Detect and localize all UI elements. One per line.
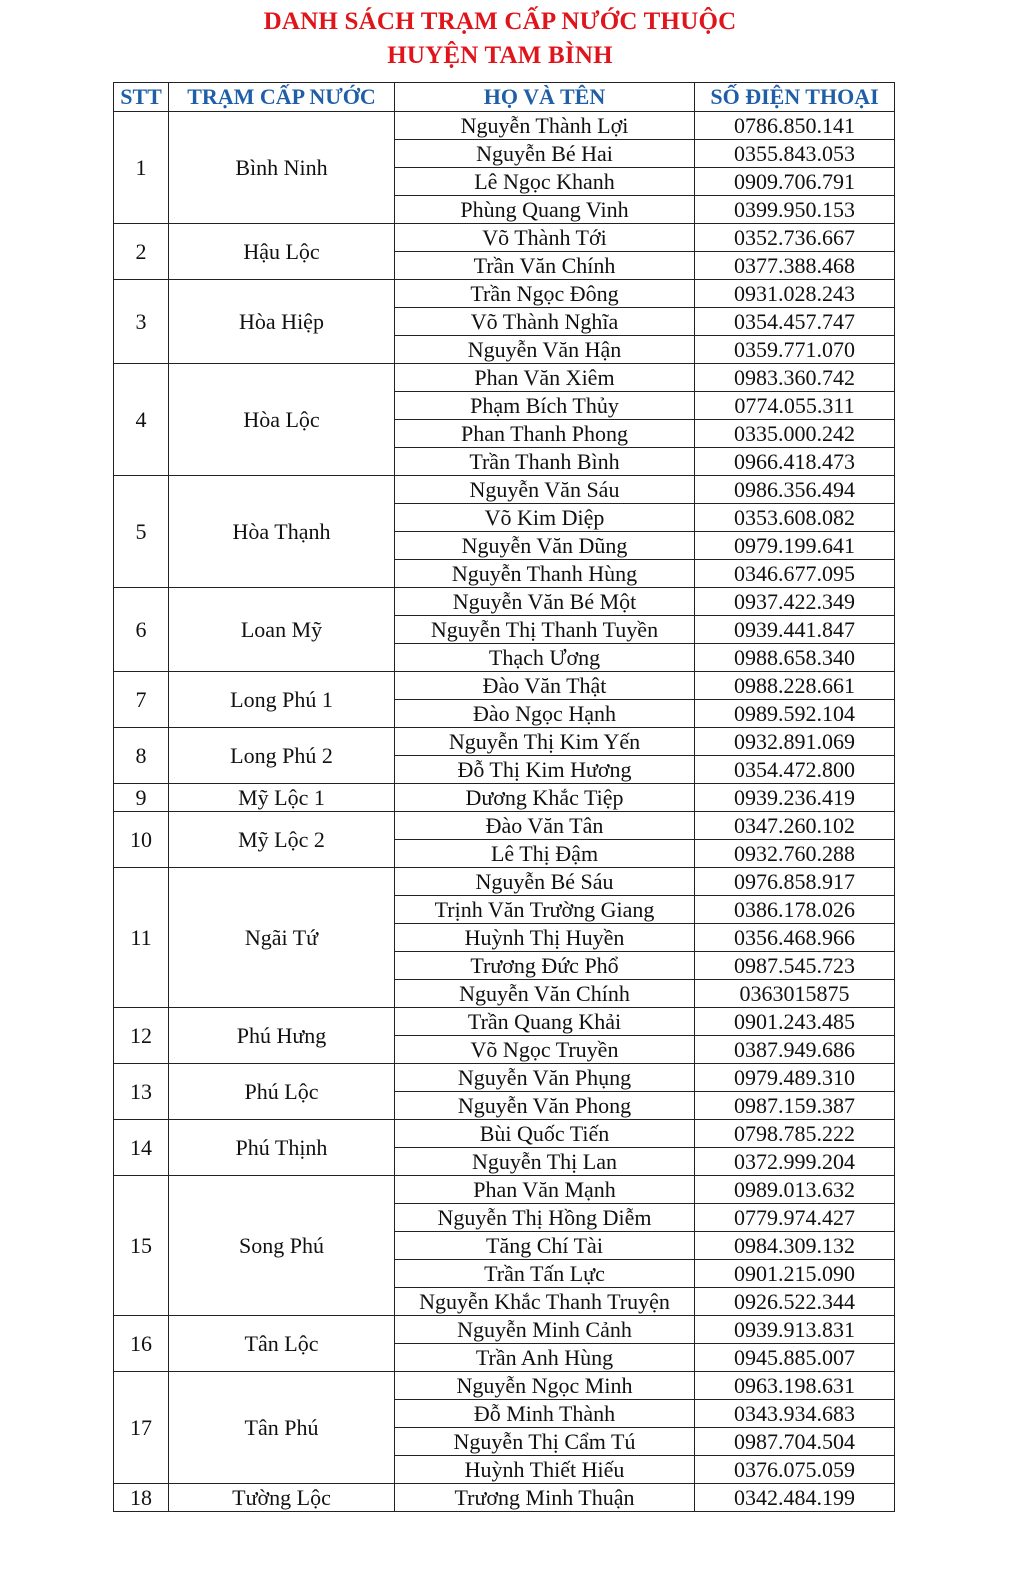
phone-number: 0987.545.723 [695, 952, 895, 980]
person-name: Nguyễn Thanh Hùng [395, 560, 695, 588]
table-row [114, 476, 895, 504]
station-number: 13 [114, 1064, 169, 1120]
table-row [114, 1176, 895, 1204]
phone-number: 0901.243.485 [695, 1008, 895, 1036]
phone-number: 0798.785.222 [695, 1120, 895, 1148]
phone-number: 0939.913.831 [695, 1316, 895, 1344]
table-row [114, 112, 895, 140]
phone-number: 0342.484.199 [695, 1484, 895, 1512]
station-name: Bình Ninh [169, 112, 395, 224]
person-name: Nguyễn Ngọc Minh [395, 1372, 695, 1400]
person-name: Võ Thành Tới [395, 224, 695, 252]
station-name: Hòa Thạnh [169, 476, 395, 588]
station-number: 1 [114, 112, 169, 224]
phone-number: 0989.592.104 [695, 700, 895, 728]
phone-number: 0976.858.917 [695, 868, 895, 896]
phone-number: 0363015875 [695, 980, 895, 1008]
person-name: Võ Kim Diệp [395, 504, 695, 532]
person-name: Nguyễn Khắc Thanh Truyện [395, 1288, 695, 1316]
table-row [114, 1372, 895, 1400]
phone-number: 0376.075.059 [695, 1456, 895, 1484]
person-name: Nguyễn Văn Dũng [395, 532, 695, 560]
person-name: Đỗ Thị Kim Hương [395, 756, 695, 784]
station-number: 5 [114, 476, 169, 588]
person-name: Nguyễn Thị Hồng Diễm [395, 1204, 695, 1232]
station-name: Phú Thịnh [169, 1120, 395, 1176]
person-name: Võ Ngọc Truyền [395, 1036, 695, 1064]
phone-number: 0931.028.243 [695, 280, 895, 308]
station-number: 6 [114, 588, 169, 672]
person-name: Nguyễn Thành Lợi [395, 112, 695, 140]
phone-number: 0986.356.494 [695, 476, 895, 504]
header-station: TRẠM CẤP NƯỚC [169, 83, 395, 112]
table-body [114, 112, 895, 1512]
phone-number: 0353.608.082 [695, 504, 895, 532]
table-row [114, 784, 895, 812]
person-name: Nguyễn Văn Sáu [395, 476, 695, 504]
phone-number: 0352.736.667 [695, 224, 895, 252]
person-name: Đào Ngọc Hạnh [395, 700, 695, 728]
station-name: Tân Phú [169, 1372, 395, 1484]
table-row [114, 1120, 895, 1148]
person-name: Đào Văn Thật [395, 672, 695, 700]
phone-number: 0335.000.242 [695, 420, 895, 448]
person-name: Dương Khắc Tiệp [395, 784, 695, 812]
station-name: Ngãi Tứ [169, 868, 395, 1008]
station-number: 10 [114, 812, 169, 868]
station-name: Loan Mỹ [169, 588, 395, 672]
phone-number: 0786.850.141 [695, 112, 895, 140]
phone-number: 0386.178.026 [695, 896, 895, 924]
station-number: 18 [114, 1484, 169, 1512]
person-name: Trần Anh Hùng [395, 1344, 695, 1372]
person-name: Nguyễn Bé Hai [395, 140, 695, 168]
station-number: 2 [114, 224, 169, 280]
station-name: Long Phú 2 [169, 728, 395, 784]
person-name: Tăng Chí Tài [395, 1232, 695, 1260]
person-name: Trịnh Văn Trường Giang [395, 896, 695, 924]
station-name: Phú Hưng [169, 1008, 395, 1064]
station-number: 7 [114, 672, 169, 728]
person-name: Phạm Bích Thủy [395, 392, 695, 420]
phone-number: 0939.236.419 [695, 784, 895, 812]
person-name: Nguyễn Văn Phụng [395, 1064, 695, 1092]
station-number: 11 [114, 868, 169, 1008]
person-name: Nguyễn Thị Lan [395, 1148, 695, 1176]
header-stt: STT [114, 83, 169, 112]
person-name: Trần Ngọc Đông [395, 280, 695, 308]
person-name: Trần Văn Chính [395, 252, 695, 280]
phone-number: 0983.360.742 [695, 364, 895, 392]
station-number: 9 [114, 784, 169, 812]
person-name: Nguyễn Bé Sáu [395, 868, 695, 896]
phone-number: 0932.891.069 [695, 728, 895, 756]
document-title: DANH SÁCH TRẠM CẤP NƯỚC THUỘC [263, 8, 737, 35]
phone-number: 0387.949.686 [695, 1036, 895, 1064]
phone-number: 0346.677.095 [695, 560, 895, 588]
person-name: Nguyễn Văn Bé Một [395, 588, 695, 616]
phone-number: 0354.472.800 [695, 756, 895, 784]
person-name: Võ Thành Nghĩa [395, 308, 695, 336]
table-row [114, 1064, 895, 1092]
phone-number: 0355.843.053 [695, 140, 895, 168]
person-name: Trương Đức Phổ [395, 952, 695, 980]
person-name: Nguyễn Thị Cẩm Tú [395, 1428, 695, 1456]
table-row [114, 588, 895, 616]
person-name: Nguyễn Văn Phong [395, 1092, 695, 1120]
table-header-row [114, 83, 895, 112]
person-name: Phan Thanh Phong [395, 420, 695, 448]
station-name: Tân Lộc [169, 1316, 395, 1372]
person-name: Trương Minh Thuận [395, 1484, 695, 1512]
phone-number: 0901.215.090 [695, 1260, 895, 1288]
station-number: 15 [114, 1176, 169, 1316]
phone-number: 0945.885.007 [695, 1344, 895, 1372]
person-name: Đỗ Minh Thành [395, 1400, 695, 1428]
person-name: Đào Văn Tân [395, 812, 695, 840]
station-name: Song Phú [169, 1176, 395, 1316]
phone-number: 0939.441.847 [695, 616, 895, 644]
station-number: 4 [114, 364, 169, 476]
phone-number: 0988.658.340 [695, 644, 895, 672]
person-name: Huỳnh Thiết Hiếu [395, 1456, 695, 1484]
phone-number: 0359.771.070 [695, 336, 895, 364]
table-row [114, 728, 895, 756]
phone-number: 0347.260.102 [695, 812, 895, 840]
phone-number: 0984.309.132 [695, 1232, 895, 1260]
phone-number: 0377.388.468 [695, 252, 895, 280]
person-name: Nguyễn Thị Kim Yến [395, 728, 695, 756]
phone-number: 0979.489.310 [695, 1064, 895, 1092]
station-number: 3 [114, 280, 169, 364]
phone-number: 0779.974.427 [695, 1204, 895, 1232]
phone-number: 0963.198.631 [695, 1372, 895, 1400]
phone-number: 0354.457.747 [695, 308, 895, 336]
phone-number: 0774.055.311 [695, 392, 895, 420]
header-phone: SỐ ĐIỆN THOẠI [695, 83, 895, 112]
person-name: Phan Văn Mạnh [395, 1176, 695, 1204]
phone-number: 0343.934.683 [695, 1400, 895, 1428]
station-name: Hòa Hiệp [169, 280, 395, 364]
table-row [114, 280, 895, 308]
station-name: Long Phú 1 [169, 672, 395, 728]
station-number: 8 [114, 728, 169, 784]
station-name: Mỹ Lộc 2 [169, 812, 395, 868]
person-name: Trần Tấn Lực [395, 1260, 695, 1288]
table-row [114, 812, 895, 840]
person-name: Thạch Ương [395, 644, 695, 672]
phone-number: 0988.228.661 [695, 672, 895, 700]
person-name: Phùng Quang Vinh [395, 196, 695, 224]
table-row [114, 364, 895, 392]
person-name: Trần Thanh Bình [395, 448, 695, 476]
phone-number: 0356.468.966 [695, 924, 895, 952]
station-number: 16 [114, 1316, 169, 1372]
phone-number: 0937.422.349 [695, 588, 895, 616]
phone-number: 0987.704.504 [695, 1428, 895, 1456]
table-row [114, 1316, 895, 1344]
station-number: 14 [114, 1120, 169, 1176]
header-full-name: HỌ VÀ TÊN [395, 83, 695, 112]
station-table [113, 82, 895, 1512]
table-row [114, 224, 895, 252]
person-name: Lê Thị Đậm [395, 840, 695, 868]
table-row [114, 1484, 895, 1512]
person-name: Lê Ngọc Khanh [395, 168, 695, 196]
person-name: Nguyễn Thị Thanh Tuyền [395, 616, 695, 644]
phone-number: 0979.199.641 [695, 532, 895, 560]
phone-number: 0399.950.153 [695, 196, 895, 224]
station-name: Phú Lộc [169, 1064, 395, 1120]
document-subtitle: HUYỆN TAM BÌNH [387, 42, 613, 69]
phone-number: 0909.706.791 [695, 168, 895, 196]
phone-number: 0932.760.288 [695, 840, 895, 868]
station-name: Tường Lộc [169, 1484, 395, 1512]
phone-number: 0987.159.387 [695, 1092, 895, 1120]
table-row [114, 672, 895, 700]
person-name: Trần Quang Khải [395, 1008, 695, 1036]
station-name: Hậu Lộc [169, 224, 395, 280]
station-name: Hòa Lộc [169, 364, 395, 476]
station-name: Mỹ Lộc 1 [169, 784, 395, 812]
table-row [114, 1008, 895, 1036]
person-name: Huỳnh Thị Huyền [395, 924, 695, 952]
phone-number: 0989.013.632 [695, 1176, 895, 1204]
table-row [114, 868, 895, 896]
person-name: Nguyễn Văn Hận [395, 336, 695, 364]
person-name: Bùi Quốc Tiến [395, 1120, 695, 1148]
station-number: 17 [114, 1372, 169, 1484]
person-name: Phan Văn Xiêm [395, 364, 695, 392]
person-name: Nguyễn Minh Cảnh [395, 1316, 695, 1344]
station-number: 12 [114, 1008, 169, 1064]
person-name: Nguyễn Văn Chính [395, 980, 695, 1008]
phone-number: 0966.418.473 [695, 448, 895, 476]
phone-number: 0926.522.344 [695, 1288, 895, 1316]
phone-number: 0372.999.204 [695, 1148, 895, 1176]
